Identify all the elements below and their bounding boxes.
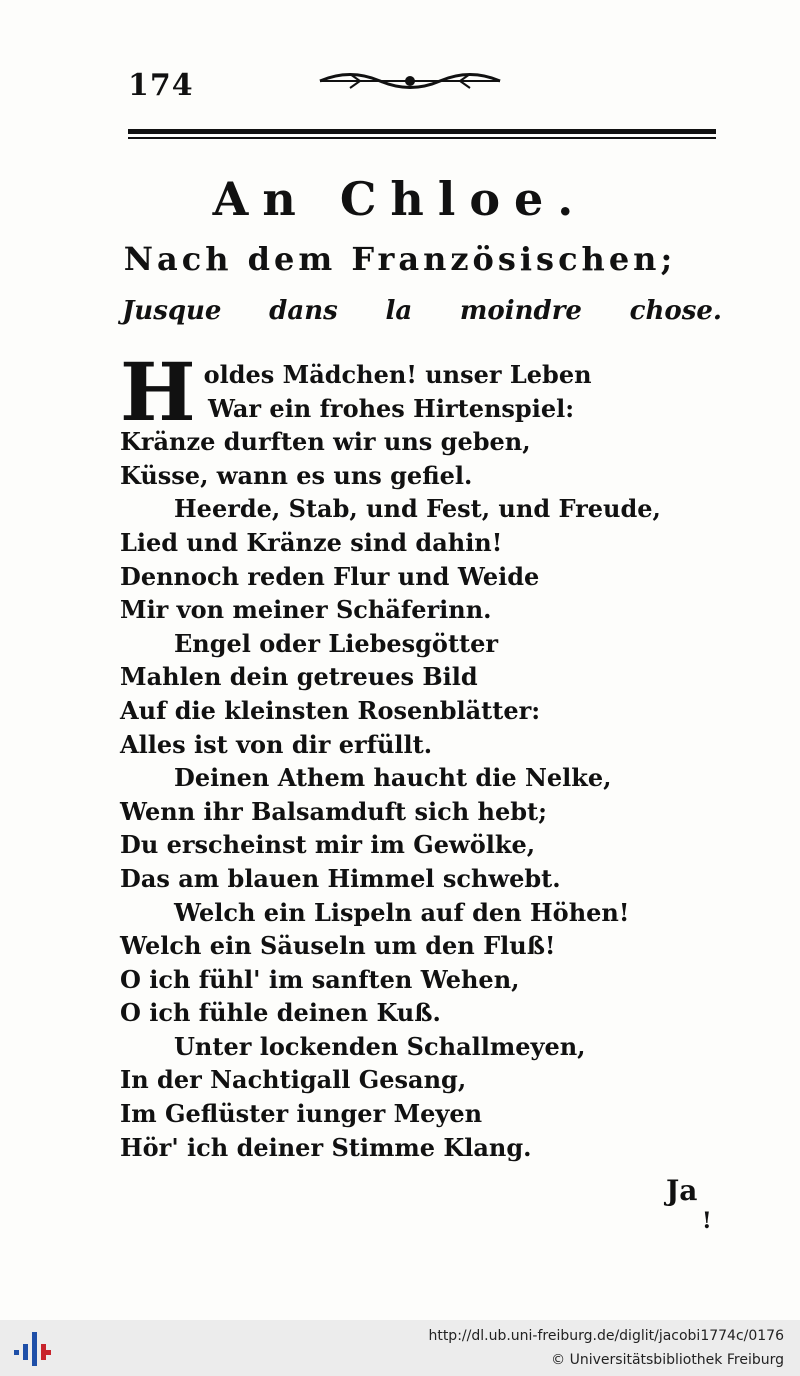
- poem-line: Küsse, wann es uns gefiel.: [120, 460, 473, 490]
- poem-line: Mir von meiner Schäferinn.: [120, 595, 492, 625]
- poem-line: Im Geflüster iunger Meyen: [120, 1099, 483, 1129]
- poem-body: [120, 345, 720, 1164]
- poem-line: Hör' ich deiner Stimme Klang.: [120, 1132, 532, 1162]
- poem-title: An Chloe.: [212, 172, 588, 226]
- poem-line: Das am blauen Himmel schwebt.: [120, 863, 561, 893]
- poem-line: Alles ist von dir erfüllt.: [120, 729, 433, 759]
- poem-line: Mahlen dein getreues Bild: [120, 662, 478, 692]
- poem-line: O ich fühl' im sanften Wehen,: [120, 964, 520, 994]
- poem-line: Welch ein Lispeln auf den Höhen!: [174, 897, 630, 927]
- library-logo-icon: [12, 1328, 52, 1368]
- double-rule: [128, 128, 716, 142]
- epigraph: [122, 296, 722, 326]
- catchword-mark: !: [702, 1208, 712, 1234]
- poem-line: Unter lockenden Schallmeyen,: [174, 1031, 586, 1061]
- poem-line: Wenn ihr Balsamduft sich hebt;: [120, 796, 547, 826]
- epigraph-word: moindre: [459, 296, 582, 326]
- permalink-url[interactable]: http://dl.ub.uni-freiburg.de/diglit/jacobi1774c/0176: [428, 1328, 784, 1344]
- poem-line: O ich fühle deinen Kuß.: [120, 998, 441, 1028]
- drop-cap: H: [120, 345, 196, 439]
- poem-subtitle: Nach dem Französischen;: [123, 240, 677, 278]
- poem-line: Dennoch reden Flur und Weide: [120, 561, 540, 591]
- ornament-vignette: [310, 66, 510, 96]
- epigraph-word: la: [385, 296, 413, 326]
- viewer-footer: [0, 1320, 800, 1376]
- copyright-notice: © Universitätsbibliothek Freiburg: [551, 1352, 784, 1368]
- poem-line: Engel oder Liebesgötter: [174, 628, 499, 658]
- poem-line: oldes Mädchen! unser Leben: [203, 360, 592, 389]
- page-number: 174: [128, 68, 194, 103]
- poem-line: Auf die kleinsten Rosenblätter:: [120, 695, 541, 725]
- epigraph-word: chose.: [629, 296, 722, 326]
- epigraph-word: Jusque: [122, 296, 222, 326]
- epigraph-word: dans: [269, 296, 338, 326]
- catchword: Ja: [666, 1174, 698, 1207]
- poem-line: In der Nachtigall Gesang,: [120, 1065, 467, 1095]
- poem-line: Lied und Kränze sind dahin!: [120, 527, 503, 557]
- poem-line: Deinen Athem haucht die Nelke,: [174, 763, 612, 793]
- poem-line: Kränze durften wir uns geben,: [120, 427, 531, 457]
- poem-line: Heerde, Stab, und Fest, und Freude,: [174, 494, 661, 524]
- poem-line: War ein frohes Hirtenspiel:: [208, 393, 575, 423]
- poem-line: Welch ein Säuseln um den Fluß!: [120, 931, 556, 961]
- poem-line: Du erscheinst mir im Gewölke,: [120, 830, 536, 860]
